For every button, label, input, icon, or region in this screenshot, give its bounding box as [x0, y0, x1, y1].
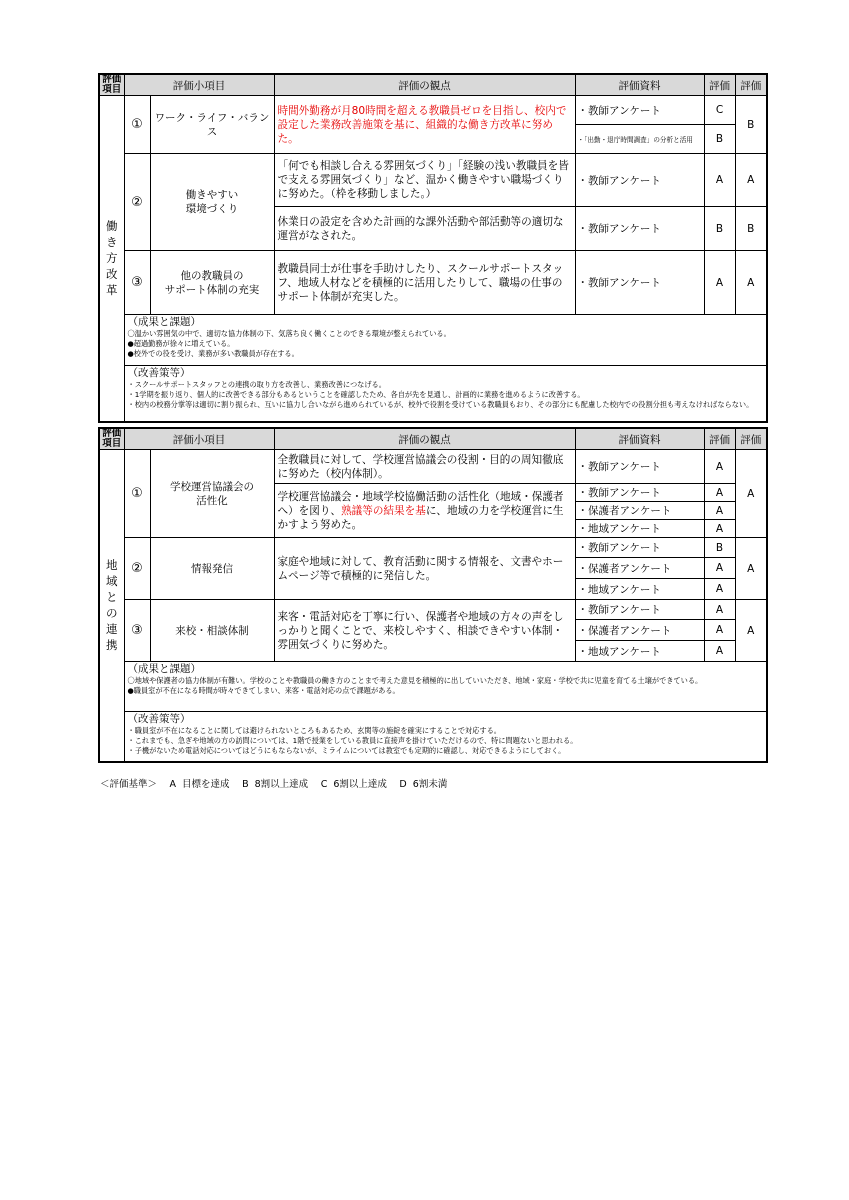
table-row — [99, 538, 767, 558]
results-line: ●校外での役を受け、業務が多い教職員が存在する。 — [127, 349, 299, 358]
improvements-line: ・職員室が不在になることに関しては避けられないところもあるため、玄関等の施錠を確実にすることで対応する。 — [127, 726, 501, 735]
grade-cell: A — [704, 579, 735, 600]
header-material: 評価資料 — [575, 428, 704, 450]
improvement-measures — [124, 712, 767, 762]
viewpoint-text: 来客・電話対応を丁寧に行い、保護者や地域の方々の声をしっかりと聞くことで、来校しやすく、相談できやすい体制・雰囲気づくりに努めた。 — [274, 600, 575, 662]
header-grade: 評価 — [704, 74, 735, 96]
grade-cell: A — [704, 450, 735, 484]
viewpoint-text: 全教職員に対して、学校運営協議会の役割・目的の周知徹底に努めた（校内体制）。 — [274, 450, 575, 484]
header-sub-item: 評価小項目 — [124, 74, 274, 96]
overall-grade-cell: B — [735, 96, 767, 154]
material-cell: ・地域アンケート — [575, 520, 704, 538]
viewpoint-text — [274, 484, 575, 538]
improvement-measures — [124, 366, 767, 422]
header-viewpoint: 評価の観点 — [274, 74, 575, 96]
header-material: 評価資料 — [575, 74, 704, 96]
sub-item-label — [150, 154, 274, 251]
material-cell: ・保護者アンケート — [575, 620, 704, 641]
material-cell: ・教師アンケート — [575, 251, 704, 315]
material-cell: ・教師アンケート — [575, 538, 704, 558]
viewpoint-text: 家庭や地域に対して、教育活動に関する情報を、文書やホームページ等で積極的に発信した。 — [274, 538, 575, 600]
viewpoint-text: 「何でも相談し合える雰囲気づくり」「経験の浅い教職員を皆で支える雰囲気づくり」など、温かく働きやすい職場づくりに努めた。（枠を移動しました。） — [274, 154, 575, 207]
header-viewpoint: 評価の観点 — [274, 428, 575, 450]
improvements-line: ・1学期を振り返り、個人的に改善できる部分もあるということを確認したため、各自が先を見通し、計画的に業務を進めるように改善する。 — [127, 390, 585, 399]
table-row — [99, 450, 767, 484]
sub-item-label — [150, 450, 274, 538]
viewpoint-part: 学校運営協議会・地域学校協働活動の活性化（地域・保護者へ）を図り、 — [277, 490, 564, 517]
material-cell: ・教師アンケート — [575, 207, 704, 251]
grade-cell: C — [704, 96, 735, 125]
sub-item-line: サポート体制の充実 — [164, 283, 260, 296]
improvements-title: （改善策等） — [127, 367, 191, 379]
material-cell: ・地域アンケート — [575, 641, 704, 662]
header-overall: 評価 — [735, 428, 767, 450]
results-and-issues — [124, 662, 767, 712]
header-grade: 評価 — [704, 428, 735, 450]
work-style-reform-table — [98, 73, 768, 423]
overall-grade-cell: A — [735, 154, 767, 207]
table-row — [99, 154, 767, 207]
sub-item-line: 活性化 — [196, 494, 228, 507]
grade-cell: A — [704, 641, 735, 662]
improvements-line: ・スクールサポートスタッフとの連携の取り方を改善し、業務改善につなげる。 — [127, 380, 386, 389]
material-cell: ・地域アンケート — [575, 579, 704, 600]
grade-cell: A — [704, 600, 735, 620]
overall-grade-cell: A — [735, 538, 767, 600]
viewpoint-highlight: 熟議等の結果を基 — [341, 504, 426, 517]
material-cell: ・保護者アンケート — [575, 558, 704, 579]
row-number: ② — [124, 154, 150, 251]
grade-cell: A — [704, 251, 735, 315]
results-line: 〇地域や保護者の協力体制が有難い。学校のことや教職員の働き方のことまで考えた意見を積極的に出していいただき、地域・家庭・学校で共に児童を育てる土壌ができている。 — [127, 676, 703, 685]
results-title: （成果と課題） — [127, 316, 201, 328]
grade-cell: A — [704, 502, 735, 520]
header-item: 評価項目 — [99, 428, 124, 450]
viewpoint-text: 休業日の設定を含めた計画的な課外活動や部活動等の適切な運営がなされた。 — [274, 207, 575, 251]
table-row — [99, 600, 767, 620]
material-cell: ・教師アンケート — [575, 450, 704, 484]
sub-item-line: 働きやすい — [185, 189, 239, 201]
overall-grade-cell: A — [735, 251, 767, 315]
grade-cell: A — [704, 484, 735, 502]
material-cell: ・教師アンケート — [575, 484, 704, 502]
community-collaboration-table — [98, 427, 768, 763]
results-title: （成果と課題） — [127, 663, 201, 675]
improvements-line: ・子機がないため電話対応についてはどうにもならないが、ミライムについては教室でも定期的に確認し、対応できるようにしておく。 — [127, 746, 566, 755]
overall-grade-cell: B — [735, 207, 767, 251]
evaluation-criteria: ＜評価基準＞ A 目標を達成 B 8割以上達成 C 6割以上達成 D 6割未満 — [100, 779, 448, 790]
sub-item-line: 環境づくり — [185, 203, 239, 215]
row-number: ① — [124, 96, 150, 154]
category-work-style: 働 き 方 改 革 — [99, 96, 124, 422]
results-line: ●職員室が不在になる時間が時々できてしまい、来客・電話対応の点で課題がある。 — [127, 686, 400, 695]
viewpoint-part: に、地域の力を学校運営に生かすよう努めた。 — [277, 504, 564, 531]
row-number: ③ — [124, 251, 150, 315]
table-row — [99, 251, 767, 315]
grade-cell: A — [704, 558, 735, 579]
improvements-row — [99, 712, 767, 762]
row-number: ③ — [124, 600, 150, 662]
overall-grade-cell: A — [735, 600, 767, 662]
header-item: 評価項目 — [99, 74, 124, 96]
grade-cell: B — [704, 207, 735, 251]
improvements-line: ・校内の校務分掌等は適切に割り振られ、互いに協力し合いながら進められているが、校外で役割を受けている教職員もおり、その部分にも配慮した校内での役割分担も考えなければならない。 — [127, 400, 754, 409]
results-and-issues — [124, 315, 767, 366]
table-row — [99, 96, 767, 125]
sub-item-line: 学校運営協議会の — [170, 480, 254, 493]
row-number: ① — [124, 450, 150, 538]
grade-cell: A — [704, 520, 735, 538]
grade-cell: A — [704, 620, 735, 641]
grade-cell: B — [704, 125, 735, 154]
sub-item-line: 他の教職員の — [180, 269, 244, 282]
material-cell: ・保護者アンケート — [575, 502, 704, 520]
material-cell: ・教師アンケート — [575, 154, 704, 207]
sub-item-label: 来校・相談体制 — [150, 600, 274, 662]
viewpoint-highlight: 時間外勤務が月80時間を超える教職員ゼロを目指し、校内で設定した業務改善施策を基に、組織的な働き方改革に努めた。 — [277, 104, 567, 145]
material-cell: ・教師アンケート — [575, 96, 704, 125]
results-line: 〇温かい雰囲気の中で、適切な協力体制の下、気落ち良く働くことのできる環境が整えられている。 — [127, 329, 451, 338]
sub-item-label — [150, 251, 274, 315]
row-number: ② — [124, 538, 150, 600]
results-row — [99, 315, 767, 366]
header-overall: 評価 — [735, 74, 767, 96]
header-sub-item: 評価小項目 — [124, 428, 274, 450]
material-cell: ・「出勤・退庁時間調査」の分析と活用 — [575, 125, 704, 154]
table-header-row — [99, 428, 767, 450]
results-line: ●超過勤務が徐々に増えている。 — [127, 339, 235, 348]
improvements-title: （改善策等） — [127, 713, 191, 725]
grade-cell: A — [704, 154, 735, 207]
viewpoint-text: 教職員同士が仕事を手助けしたり、スクールサポートスタッフ、地域人材などを積極的に活用したりして、職場の仕事のサポート体制が充実した。 — [274, 251, 575, 315]
results-row — [99, 662, 767, 712]
material-cell: ・教師アンケート — [575, 600, 704, 620]
overall-grade-cell: A — [735, 450, 767, 538]
grade-cell: B — [704, 538, 735, 558]
improvements-line: ・これまでも、急ぎや地域の方の訪問については、1階で授業をしている教員に直接声を掛けていただけるので、特に問題ないと思われる。 — [127, 736, 578, 745]
viewpoint-text — [274, 96, 575, 154]
sub-item-label: ワーク・ライフ・バランス — [150, 96, 274, 154]
category-community: 地 域 と の 連 携 — [99, 450, 124, 762]
table-header-row — [99, 74, 767, 96]
improvements-row — [99, 366, 767, 422]
sub-item-label: 情報発信 — [150, 538, 274, 600]
